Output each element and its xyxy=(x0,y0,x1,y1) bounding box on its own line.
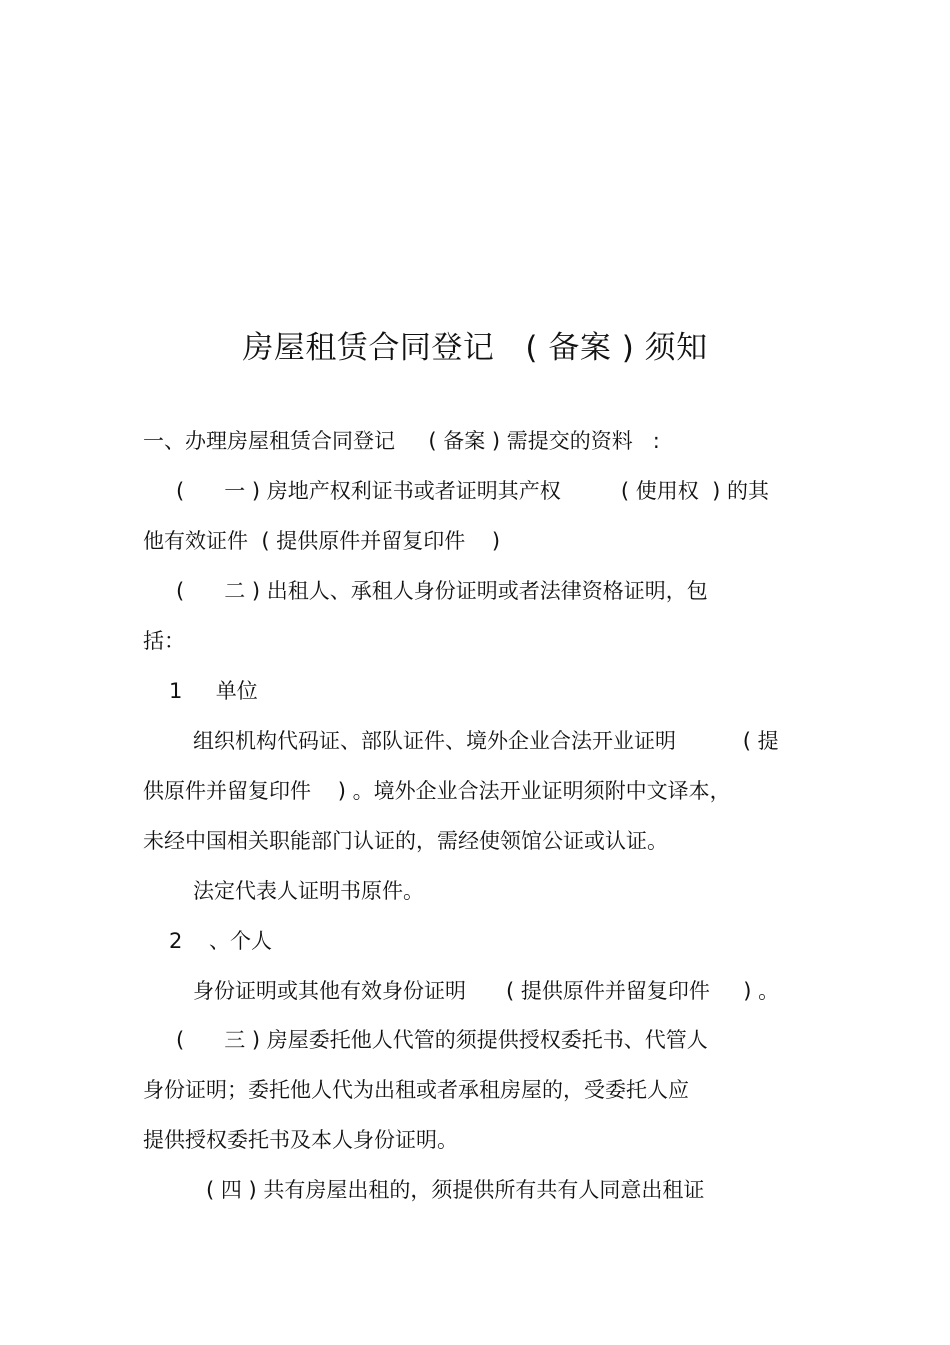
paragraph-line: ( 一 ) 房地产权利证书或者证明其产权 ( 使用权 ) 的其 xyxy=(176,479,769,503)
paragraph-line: 提供授权委托书及本人身份证明。 xyxy=(143,1128,458,1152)
paragraph-line: ( 四 ) 共有房屋出租的，须提供所有共有人同意出租证 xyxy=(206,1178,705,1202)
paragraph-line: 括： xyxy=(143,629,185,653)
paragraph-line: 法定代表人证明书原件。 xyxy=(193,879,424,903)
page-title: 房屋租赁合同登记 ( 备案 ) 须知 xyxy=(242,330,708,366)
paragraph-line: ( 二 ) 出租人、承租人身份证明或者法律资格证明，包 xyxy=(176,579,708,603)
paragraph-line: 未经中国相关职能部门认证的，需经使领馆公证或认证。 xyxy=(143,829,668,853)
paragraph-line: 组织机构代码证、部队证件、境外企业合法开业证明 ( 提 xyxy=(193,729,779,753)
subsection-heading: 2 、个人 xyxy=(169,929,273,953)
paragraph-line: 身份证明或其他有效身份证明 ( 提供原件并留复印件 ) 。 xyxy=(193,979,780,1003)
subsection-heading: 1 单位 xyxy=(169,679,258,703)
paragraph-line: ( 三 ) 房屋委托他人代管的须提供授权委托书、代管人 xyxy=(176,1028,708,1052)
section-heading: 一、办理房屋租赁合同登记 ( 备案 ) 需提交的资料 : xyxy=(143,429,660,453)
paragraph-line: 身份证明；委托他人代为出租或者承租房屋的，受委托人应 xyxy=(143,1078,689,1102)
paragraph-line: 他有效证件 ( 提供原件并留复印件 ) xyxy=(143,529,501,553)
paragraph-line: 供原件并留复印件 ) 。境外企业合法开业证明须附中文译本， xyxy=(143,779,731,803)
